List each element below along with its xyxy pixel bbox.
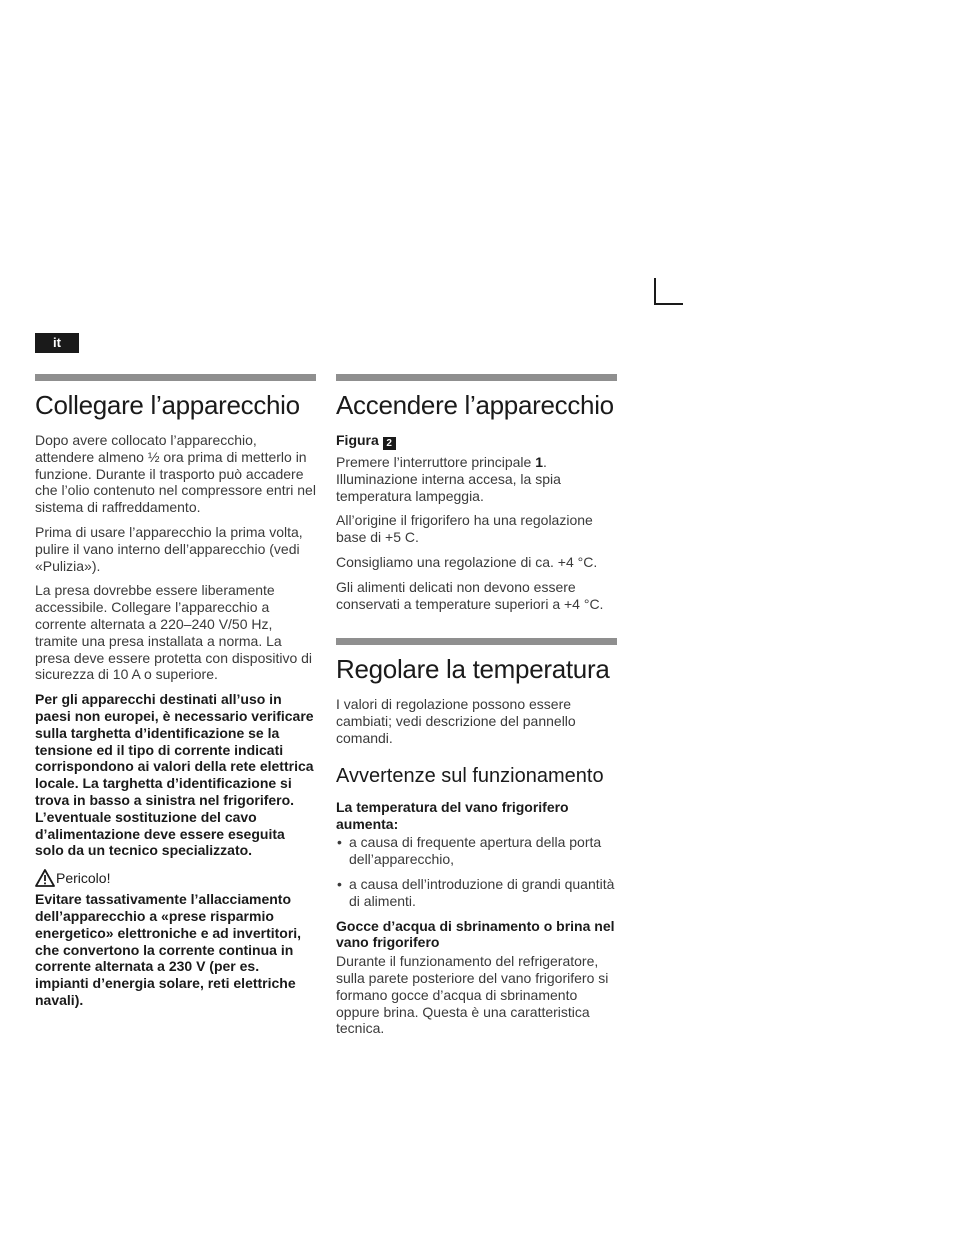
text-run: Premere l’interruttore principale bbox=[336, 454, 536, 470]
list-item-text: a causa di frequente apertura della porta dell’apparecchio, bbox=[349, 834, 602, 868]
warning-heading bbox=[35, 869, 316, 887]
column-right bbox=[336, 374, 617, 1045]
paragraph: La presa dovrebbe essere liberamente accessibile. Collegare l’apparecchio a corrente alternata a 220–240 V/50 Hz, tramite una presa installata a norma. La presa deve essere protetta con dispositivo di sicurezza di 10 A o superiore. bbox=[35, 582, 313, 683]
section-title-switch-on: Accendere l’apparecchio bbox=[336, 390, 614, 420]
section-rule bbox=[35, 374, 316, 381]
label-bold: La temperatura del vano frigorifero aumenta: bbox=[336, 798, 569, 832]
section-rule bbox=[336, 638, 617, 645]
paragraph: I valori di regolazione possono essere cambiati; vedi descrizione del pannello comandi. bbox=[336, 696, 576, 746]
paragraph: Durante il funzionamento del refrigeratore, sulla parete posteriore del vano frigorifero si formano gocce d’acqua di sbrinamento oppure brina. Questa è una caratteristica tecnica. bbox=[336, 953, 609, 1037]
subsection-notes bbox=[336, 765, 617, 1037]
label-bold: Gocce d’acqua di sbrinamento o brina nel vano frigorifero bbox=[336, 917, 615, 951]
paragraph: Consigliamo una regolazione di ca. +4 °C. bbox=[336, 553, 598, 570]
section-temperature bbox=[336, 638, 617, 1037]
paragraph: Prima di usare l’apparecchio la prima volta, pulire il vano interno dell’apparecchio (vedi «Pulizia»). bbox=[35, 523, 303, 574]
column-left bbox=[35, 374, 316, 1017]
crop-mark bbox=[654, 278, 683, 305]
section-title-temperature: Regolare la temperatura bbox=[336, 654, 610, 685]
list-item: • a causa dell’introduzione di grandi quantità di alimenti. bbox=[337, 875, 615, 909]
paragraph: Dopo avere collocato l’apparecchio, attendere almeno ½ ora prima di metterlo in funzione. Durante il trasporto può accadere che l’olio contenuto nel compressore entri nel sistema di raffreddamento. bbox=[35, 432, 316, 516]
bullet-list bbox=[336, 834, 617, 909]
language-tab: it bbox=[35, 333, 79, 353]
paragraph: Gli alimenti delicati non devono essere conservati a temperature superiori a +4 °C. bbox=[336, 578, 604, 612]
text-run-bold: 1 bbox=[535, 454, 543, 470]
figure-label: Figura bbox=[336, 432, 379, 448]
warning-label: Pericolo! bbox=[56, 869, 111, 886]
section-rule bbox=[336, 374, 617, 381]
paragraph bbox=[336, 454, 617, 504]
warning-triangle-icon bbox=[35, 869, 55, 887]
paragraph-bold: Per gli apparecchi destinati all’uso in paesi non europei, è necessario verificare sulla targhetta d’identificazione se la tensione ed il tipo di corrente indicati corrispondono ai valori della rete elettrica locale. La targhetta d’identificazione si trova in basso a sinistra nel frigorifero. L’eventuale sostituzione del cavo d’alimentazione deve essere eseguita solo da un tecnico specializzato. bbox=[35, 691, 314, 859]
section-title-connect: Collegare l’apparecchio bbox=[35, 390, 300, 420]
subsection-title: Avvertenze sul funzionamento bbox=[336, 764, 604, 787]
list-item: • a causa di frequente apertura della porta dell’apparecchio, bbox=[337, 834, 602, 868]
list-item-text: a causa dell’introduzione di grandi quantità di alimenti. bbox=[349, 875, 615, 909]
text-run: . Illuminazione interna accesa, la spia temperatura lampeggia. bbox=[336, 454, 561, 504]
figure-reference bbox=[336, 432, 617, 450]
paragraph-bold: Evitare tassativamente l’allacciamento dell’apparecchio a «prese risparmio energetico» elettroniche e ad invertitori, che convertono la corrente continua in corrente alternata a 230 V (per es. impianti d’energia solare, reti elettriche navali). bbox=[35, 891, 302, 1008]
paragraph: All’origine il frigorifero ha una regolazione base di +5 C. bbox=[336, 512, 593, 546]
figure-number: 2 bbox=[383, 437, 396, 450]
